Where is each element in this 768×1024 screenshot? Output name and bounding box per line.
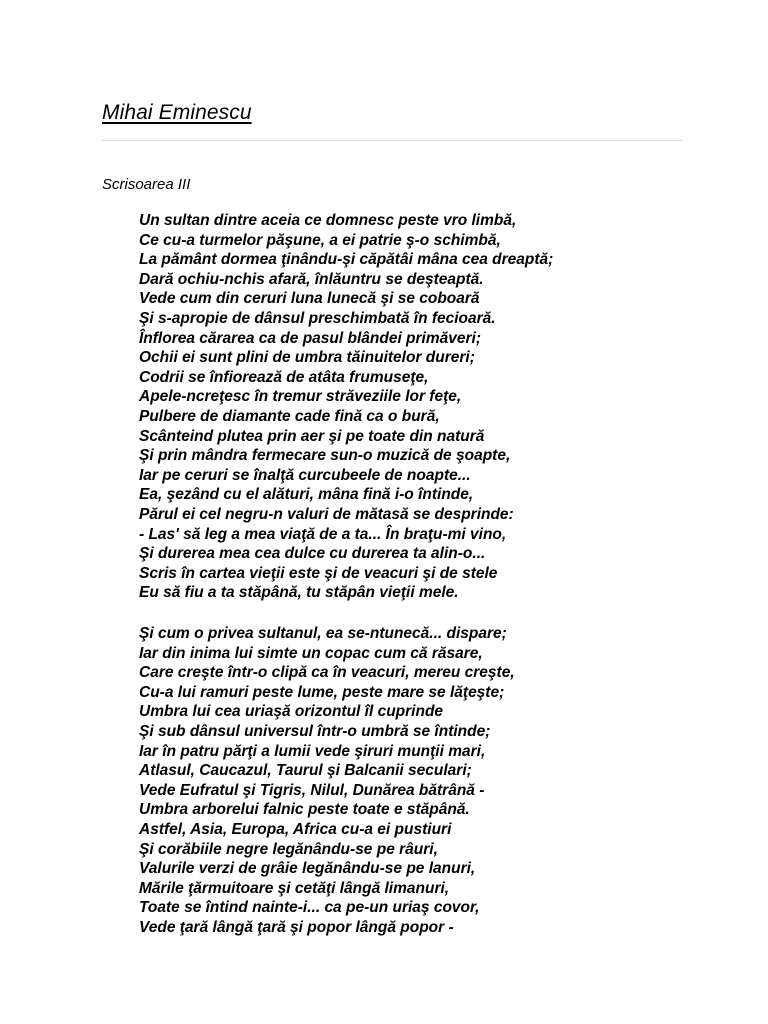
poem-line: Care creşte într-o clipă ca în veacuri, mereu creşte,: [139, 664, 515, 682]
poem-line: Cu-a lui ramuri peste lume, peste mare se lăţeşte;: [139, 683, 505, 701]
poem-line: Ochii ei sunt plini de umbra tăinuitelor dureri;: [139, 349, 475, 367]
poem-line: Atlasul, Caucazul, Taurul şi Balcanii seculari;: [139, 762, 472, 780]
poem-line: Valurile verzi de grâie legănându-se pe lanuri,: [139, 860, 476, 878]
poem-line: Şi cum o privea sultanul, ea se-ntunecă... dispare;: [139, 625, 507, 642]
poem-line: Iar în patru părţi a lumii vede şiruri munţii mari,: [139, 742, 486, 760]
poem-line: Iar din inima lui simte un copac cum că răsare,: [139, 644, 483, 662]
poem-line: Apele-ncreţesc în tremur străveziile lor feţe,: [139, 388, 462, 406]
poem-line: Vede ţară lângă ţară şi popor lângă popor -: [139, 918, 454, 936]
poem-line: Şi s-apropie de dânsul preschimbată în fecioară.: [139, 309, 496, 327]
poem-line: Şi durerea mea cea dulce cu durerea ta alin-o...: [139, 545, 486, 563]
poem-line: Şi prin mândra fermecare sun-o muzică de şoapte,: [139, 447, 511, 465]
horizontal-divider: [102, 140, 682, 141]
poem-line: Iar pe ceruri se înalţă curcubeele de noapte...: [139, 466, 471, 484]
poem-line: Ea, şezând cu el alături, mâna fină i-o întinde,: [139, 486, 474, 504]
poem-line: Un sultan dintre aceia ce domnesc peste vro limbă,: [139, 212, 517, 229]
poem-line: - Las' să leg a mea viaţă de a ta... În braţu-mi vino,: [139, 525, 507, 543]
poem-line: Codrii se înfiorează de atâta frumuseţe,: [139, 368, 429, 386]
poem-line: Părul ei cel negru-n valuri de mătasă se desprinde:: [139, 505, 514, 523]
poem-line: Şi sub dânsul universul într-o umbră se întinde;: [139, 722, 491, 740]
poem-line: Umbra arborelui falnic peste toate e stăpână.: [139, 801, 470, 819]
stanza-1: [139, 211, 553, 603]
author-heading: Mihai Eminescu: [102, 101, 252, 124]
poem-line: Vede Eufratul şi Tigris, Nilul, Dunărea bătrână -: [139, 781, 485, 799]
poem-line: Vede cum din ceruri luna lunecă şi se coboară: [139, 290, 480, 308]
poem-line: Umbra lui cea uriaşă orizontul îl cuprinde: [139, 703, 444, 721]
poem-line: La pământ dormea ţinându-şi căpătâi mâna cea dreaptă;: [139, 251, 554, 269]
poem-line: Eu să fiu a ta stăpână, tu stăpân vieţii mele.: [139, 584, 459, 602]
poem-line: Pulbere de diamante cade fină ca o bură,: [139, 407, 440, 425]
poem-line: Mările ţărmuitoare şi cetăţi lângă limanuri,: [139, 879, 450, 897]
poem-line: Dară ochiu-nchis afară, înlăuntru se deşteaptă.: [139, 270, 484, 288]
poem-line: Scânteind plutea prin aer şi pe toate din natură: [139, 427, 485, 445]
stanza-2: [139, 624, 515, 938]
poem-line: Toate se întind nainte-i... ca pe-un uriaş covor,: [139, 899, 480, 917]
poem-line: Astfel, Asia, Europa, Africa cu-a ei pustiuri: [139, 820, 452, 838]
poem-line: Înflorea cărarea ca de pasul blândei primăveri;: [139, 329, 482, 347]
poem-line: Scris în cartea vieţii este şi de veacuri şi de stele: [139, 564, 498, 582]
poem-line: Şi corăbiile negre legănându-se pe râuri,: [139, 840, 438, 858]
poem-line: Ce cu-a turmelor păşune, a ei patrie ş-o schimbă,: [139, 231, 501, 249]
poem-title: Scrisoarea III: [102, 176, 191, 193]
